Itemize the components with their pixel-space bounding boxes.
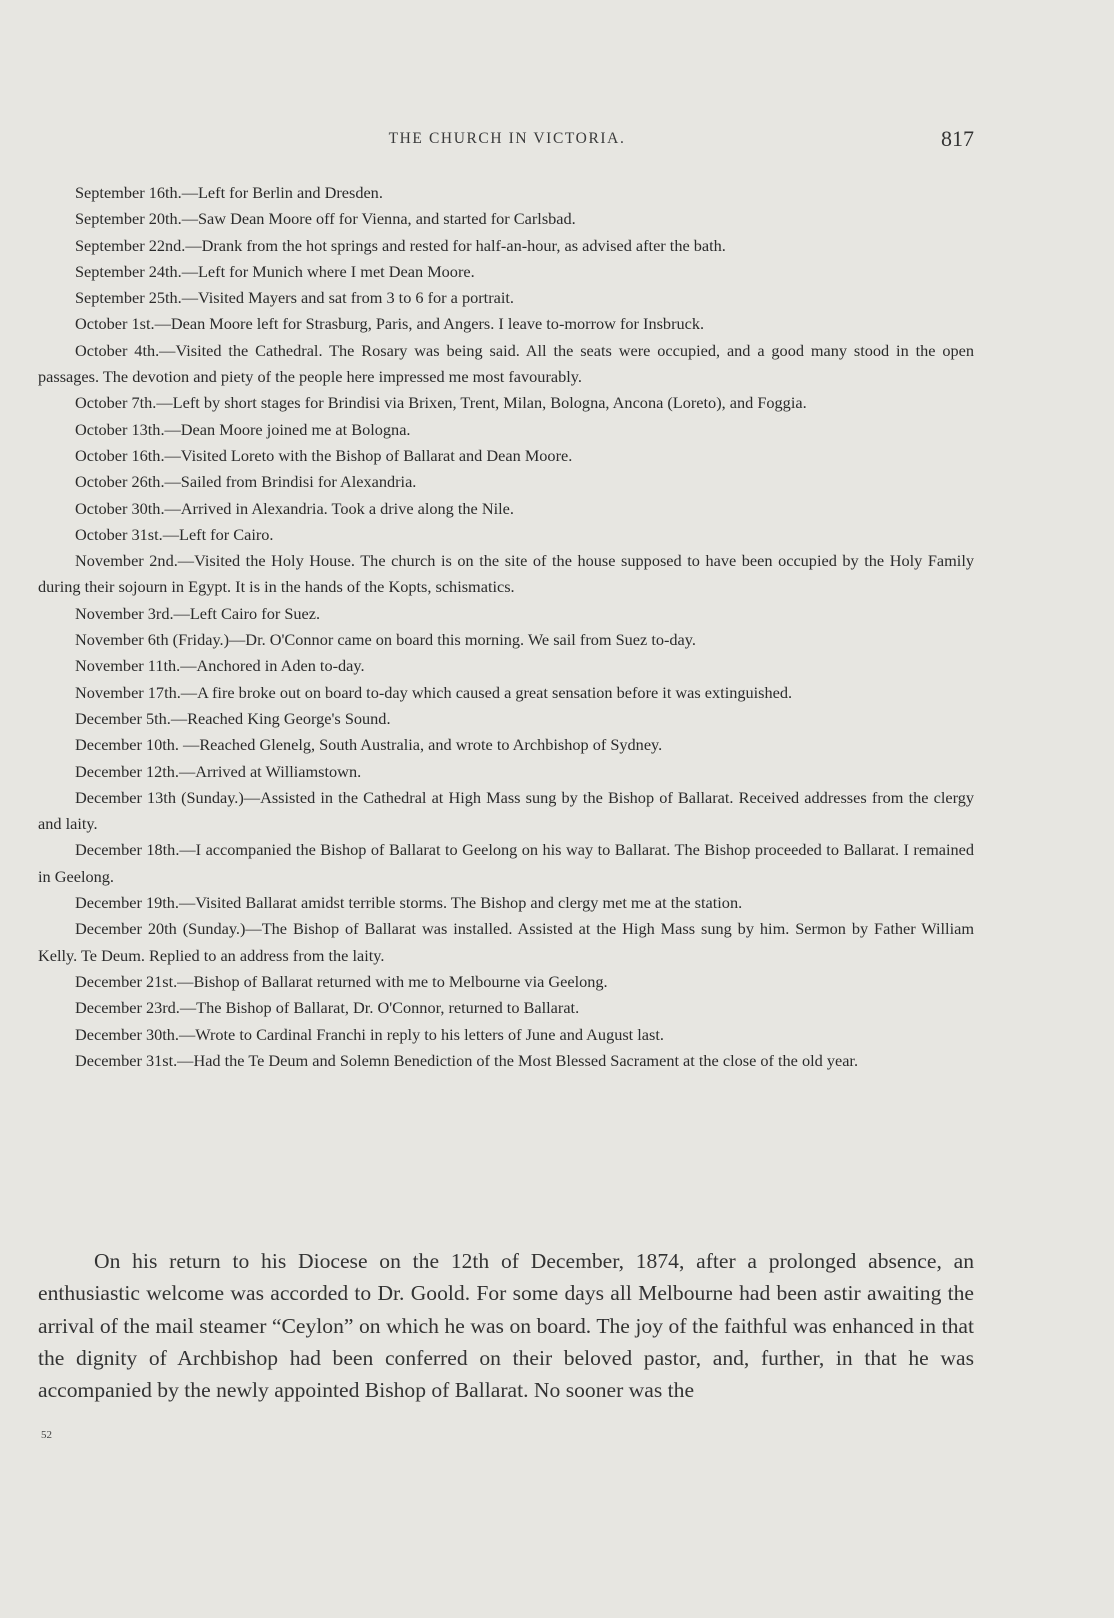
diary-entry: December 12th.—Arrived at Williamstown.	[75, 761, 362, 781]
diary-entry: December 5th.—Reached King George's Sound.	[75, 708, 391, 728]
diary-entry: October 7th.—Left by short stages for Brindisi via Brixen, Trent, Milan, Bologna, Ancona (Loreto), and Foggia.	[75, 393, 807, 413]
diary-entry: September 16th.—Left for Berlin and Dresden.	[75, 183, 383, 202]
diary-entry: September 20th.—Saw Dean Moore off for Vienna, and started for Carlsbad.	[75, 209, 576, 229]
running-title: THE CHURCH IN VICTORIA.	[388, 130, 626, 147]
diary-entry: December 30th.—Wrote to Cardinal Franchi in reply to his letters of June and August last.	[75, 1024, 664, 1044]
diary-entry: December 31st.—Had the Te Deum and Solemn Benediction of the Most Blessed Sacrament at the close of the old year.	[75, 1050, 859, 1070]
diary-entry: September 22nd.—Drank from the hot springs and rested for half-an-hour, as advised after the bath.	[75, 235, 726, 255]
diary-entry: December 21st.—Bishop of Ballarat returned with me to Melbourne via Geelong.	[75, 971, 608, 991]
diary-entry: October 16th.—Visited Loreto with the Bishop of Ballarat and Dean Moore.	[75, 445, 573, 465]
diary-entry: December 20th (Sunday.)—The Bishop of Ballarat was installed. Assisted at the High Mass sung by him. Sermon by Father William Kelly. Te Deum. Replied to an address from the laity.	[38, 919, 974, 965]
diary-entry: September 24th.—Left for Munich where I met Dean Moore.	[75, 261, 475, 281]
diary-entry: October 31st.—Left for Cairo.	[75, 524, 274, 544]
page-number: 817	[941, 126, 974, 151]
diary-entry: October 1st.—Dean Moore left for Strasburg, Paris, and Angers. I leave to-morrow for Insbruck.	[75, 314, 705, 334]
diary-entry: October 26th.—Sailed from Brindisi for Alexandria.	[75, 472, 417, 492]
diary-entry: October 13th.—Dean Moore joined me at Bologna.	[75, 419, 411, 439]
diary-entry: November 2nd.—Visited the Holy House. The church is on the site of the house supposed to have been occupied by the Holy Family during their sojourn in Egypt. It is in the hands of the Kopts, schismatics.	[38, 551, 974, 597]
signature-mark: 52	[41, 1429, 52, 1441]
diary-entry: December 10th. —Reached Glenelg, South Australia, and wrote to Archbishop of Sydney.	[75, 735, 663, 755]
diary-entry: October 30th.—Arrived in Alexandria. Took a drive along the Nile.	[75, 498, 514, 518]
diary-entry: November 17th.—A fire broke out on board to-day which caused a great sensation before it was extinguished.	[75, 682, 793, 702]
diary-entries	[38, 180, 974, 1074]
diary-entry: November 3rd.—Left Cairo for Suez.	[75, 603, 321, 623]
diary-entry: December 19th.—Visited Ballarat amidst terrible storms. The Bishop and clergy met me at the station.	[75, 893, 743, 913]
diary-entry: October 4th.—Visited the Cathedral. The Rosary was being said. All the seats were occupied, and a good many stood in the open passages. The devotion and piety of the people here impressed me most favourably.	[38, 340, 974, 387]
narrative-paragraph: On his return to his Diocese on the 12th of December, 1874, after a prolonged absence, an enthusiastic welcome was accorded to Dr. Goold. For some days all Melbourne had been astir awaiting the arrival of the mail steamer “Ceylon” on which he was on board. The joy of the faithful was enhanced in that the dignity of Archbishop had been conferred on their beloved pastor, and, further, in that he was accompanied by the newly appointed Bishop of Ballarat. No sooner was the	[38, 1249, 974, 1403]
diary-entry: December 23rd.—The Bishop of Ballarat, Dr. O'Connor, returned to Ballarat.	[75, 998, 580, 1018]
page-header	[40, 126, 974, 156]
diary-entry: December 18th.—I accompanied the Bishop of Ballarat to Geelong on his way to Ballarat. The Bishop proceeded to Ballarat. I remained in Geelong.	[38, 840, 974, 886]
diary-entry: November 11th.—Anchored in Aden to-day.	[75, 656, 365, 676]
diary-entry: September 25th.—Visited Mayers and sat from 3 to 6 for a portrait.	[75, 288, 514, 308]
diary-entry: November 6th (Friday.)—Dr. O'Connor came on board this morning. We sail from Suez to-day.	[75, 630, 696, 650]
diary-entry: December 13th (Sunday.)—Assisted in the Cathedral at High Mass sung by the Bishop of Ballarat. Received addresses from the clergy and laity.	[38, 787, 974, 834]
